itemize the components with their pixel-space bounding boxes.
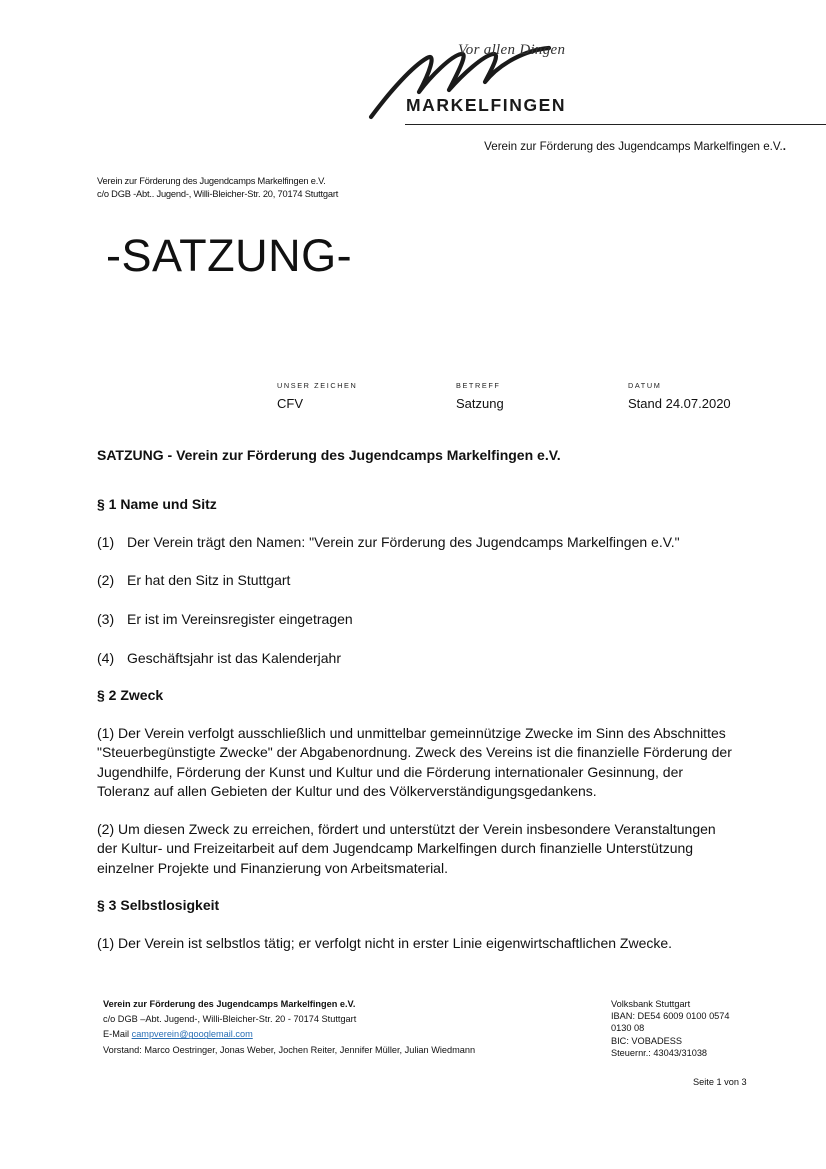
our-sign-value: CFV [277, 396, 303, 411]
date-label: DATUM [628, 381, 662, 390]
page-number: Seite 1 von 3 [693, 1077, 747, 1087]
footer-contact [103, 997, 475, 1058]
our-sign-label: UNSER ZEICHEN [277, 381, 358, 390]
list-item: (3) Er ist im Vereinsregister eingetragen [97, 611, 353, 627]
document-title: -SATZUNG- [106, 230, 353, 281]
list-item: (1) Der Verein trägt den Namen: "Verein zur Förderung des Jugendcamps Markelfingen e.V." [97, 534, 680, 550]
header-rule [405, 124, 826, 125]
subject-value: Satzung [456, 396, 504, 411]
section-1-title: § 1 Name und Sitz [97, 496, 217, 512]
sender-line-2: c/o DGB -Abt.. Jugend-, Willi-Bleicher-Str. 20, 70174 Stuttgart [97, 189, 339, 199]
section-2-paragraph-1: (1) Der Verein verfolgt ausschließlich und unmittelbar gemeinnützige Zwecke im Sinn des Abschnittes "Steuerbegünstigte Zwecke" der Abgabenordnung. Zweck des Vereins ist die finanzielle Förderung der Jugendhilfe, Förderung der Kunst und Kultur und die Förderung internationaler Gesinnung, der Toleranz auf allen Gebieten der Kultur und des Völkerverständigungsgedankens. [97, 725, 732, 799]
footer-email-link[interactable]: campverein@googlemail.com [131, 1029, 253, 1040]
tax-number: Steuernr.: 43043/31038 [611, 1047, 708, 1058]
logo-name: MARKELFINGEN [406, 95, 567, 115]
logo-tagline: Vor allen Dingen [458, 42, 566, 58]
bank-bic: BIC: VOBADESS [611, 1035, 682, 1046]
section-2-title: § 2 Zweck [97, 687, 164, 703]
footer-email-line: E-Mail campverein@googlemail.com [103, 1029, 253, 1040]
subject-label: BETREFF [456, 381, 501, 390]
list-item: (4) Geschäftsjahr ist das Kalenderjahr [97, 650, 341, 666]
list-item: (2) Er hat den Sitz in Stuttgart [97, 572, 291, 588]
statute-heading: SATZUNG - Verein zur Förderung des Jugendcamps Markelfingen e.V. [97, 447, 561, 463]
bank-iban-1: IBAN: DE54 6009 0100 0574 [611, 1011, 730, 1022]
footer-address: c/o DGB –Abt. Jugend-, Willi-Bleicher-Str. 20 - 70174 Stuttgart [103, 1014, 357, 1025]
section-3-title: § 3 Selbstlosigkeit [97, 897, 220, 913]
bank-name: Volksbank Stuttgart [611, 999, 691, 1009]
section-2-paragraph-2: (2) Um diesen Zweck zu erreichen, fördert und unterstützt der Verein insbesondere Veranstaltungen der Kultur- und Freizeitarbeit auf dem Jugendcamp Markelfingen durch finanzielle Unterstützung einzelner Projekte und Finanzierung von Arbeitsmaterial. [97, 821, 716, 876]
footer-org-name: Verein zur Förderung des Jugendcamps Markelfingen e.V. [103, 999, 356, 1009]
header-organization: Verein zur Förderung des Jugendcamps Markelfingen e.V.. [484, 140, 786, 153]
footer-board: Vorstand: Marco Oestringer, Jonas Weber, Jochen Reiter, Jennifer Müller, Julian Wiedmann [103, 1044, 476, 1055]
sender-line-1: Verein zur Förderung des Jugendcamps Markelfingen e.V. [97, 176, 326, 186]
section-3-paragraph-1: (1) Der Verein ist selbstlos tätig; er verfolgt nicht in erster Linie eigenwirtschaftlichen Zwecke. [97, 935, 673, 951]
footer-bank [611, 998, 741, 1059]
bank-iban-2: 0130 08 [611, 1023, 645, 1034]
date-value: Stand 24.07.2020 [628, 396, 731, 411]
